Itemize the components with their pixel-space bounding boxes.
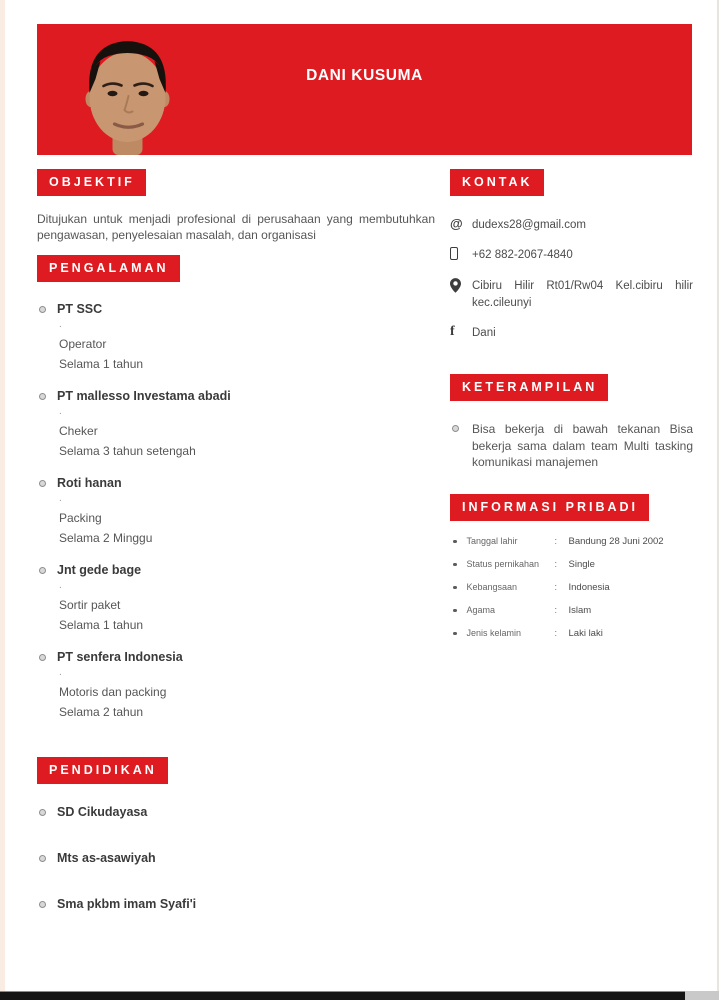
contact-item-phone xyxy=(450,246,693,265)
sub-bullet: . xyxy=(59,318,62,330)
job-duration: Selama 1 tahun xyxy=(59,617,144,632)
school-name: Sma pkbm imam Syafi'i xyxy=(57,896,197,911)
education-item xyxy=(37,897,435,912)
section-title-informasi-pribadi: INFORMASI PRIBADI xyxy=(450,494,649,521)
location-pin-icon xyxy=(450,277,472,312)
left-column xyxy=(37,169,435,943)
facebook-icon: f xyxy=(450,324,455,339)
bullet-icon xyxy=(39,901,46,908)
sub-bullet: . xyxy=(59,405,62,417)
colon-separator: : xyxy=(554,604,558,615)
job-role: Cheker xyxy=(59,423,98,438)
info-label: Agama xyxy=(466,604,496,615)
bullet-icon xyxy=(39,480,46,487)
job-role: Packing xyxy=(59,510,102,525)
bullet-icon xyxy=(39,393,46,400)
experience-item xyxy=(37,302,435,372)
colon-separator: : xyxy=(554,535,558,546)
skills-item xyxy=(450,421,693,471)
portrait-photo-icon xyxy=(61,35,194,155)
personal-info-row xyxy=(450,582,693,593)
info-value: Indonesia xyxy=(568,581,610,593)
info-label: Status pernikahan xyxy=(466,558,540,569)
bullet-icon xyxy=(453,632,457,636)
contact-list xyxy=(450,216,693,342)
job-duration: Selama 2 tahun xyxy=(59,704,144,719)
info-value: Bandung 28 Juni 2002 xyxy=(568,535,664,547)
education-list xyxy=(37,805,435,912)
facebook-text: Dani xyxy=(472,327,496,339)
phone-text: +62 882-2067-4840 xyxy=(472,249,573,261)
bullet-icon xyxy=(39,809,46,816)
company-name: Roti hanan xyxy=(57,475,122,490)
section-title-keterampilan: KETERAMPILAN xyxy=(450,374,608,401)
right-column xyxy=(450,169,693,651)
info-value: Islam xyxy=(568,604,592,616)
scan-bottom-bar-corner xyxy=(685,991,719,1000)
personal-info-row xyxy=(450,536,693,547)
experience-item xyxy=(37,389,435,459)
contact-item-address xyxy=(450,277,693,312)
sub-bullet: . xyxy=(59,579,62,591)
bullet-icon xyxy=(452,425,459,432)
contact-item-email xyxy=(450,216,693,234)
section-title-kontak: KONTAK xyxy=(450,169,544,196)
info-value: Single xyxy=(568,558,595,570)
avatar xyxy=(61,35,194,155)
section-title-pendidikan: PENDIDIKAN xyxy=(37,757,168,784)
colon-separator: : xyxy=(554,581,558,592)
education-item xyxy=(37,805,435,820)
school-name: SD Cikudayasa xyxy=(57,804,148,819)
job-duration: Selama 1 tahun xyxy=(59,356,144,371)
objective-text: Ditujukan untuk menjadi profesional di perusahaan yang membutuhkan pengawasan, penyelesaian masalah, dan organisasi xyxy=(37,212,435,242)
bullet-icon xyxy=(39,306,46,313)
bullet-icon xyxy=(453,540,457,544)
person-name: DANI KUSUMA xyxy=(306,67,423,84)
company-name: PT mallesso Investama abadi xyxy=(57,388,231,403)
job-duration: Selama 3 tahun setengah xyxy=(59,443,196,458)
company-name: Jnt gede bage xyxy=(57,562,142,577)
personal-info-list xyxy=(450,536,693,639)
job-role: Motoris dan packing xyxy=(59,684,167,699)
job-role: Operator xyxy=(59,336,107,351)
experience-list xyxy=(37,302,435,720)
experience-item xyxy=(37,476,435,546)
personal-info-row xyxy=(450,559,693,570)
email-text: dudexs28@gmail.com xyxy=(472,219,586,231)
section-title-pengalaman: PENGALAMAN xyxy=(37,255,180,282)
info-value: Laki laki xyxy=(568,627,603,639)
experience-item xyxy=(37,563,435,633)
sub-bullet: . xyxy=(59,492,62,504)
company-name: PT SSC xyxy=(57,301,103,316)
company-name: PT senfera Indonesia xyxy=(57,649,183,664)
bullet-icon xyxy=(39,567,46,574)
job-duration: Selama 2 Minggu xyxy=(59,530,153,545)
experience-item xyxy=(37,650,435,720)
bullet-icon xyxy=(453,609,457,613)
header-banner xyxy=(37,24,692,155)
address-text: Cibiru Hilir Rt01/Rw04 Kel.cibiru hilir kec.cileunyi xyxy=(472,280,693,309)
bullet-icon xyxy=(453,586,457,590)
page-edge-left xyxy=(0,0,5,992)
contact-item-facebook xyxy=(450,324,693,342)
phone-icon xyxy=(450,246,472,265)
info-label: Tanggal lahir xyxy=(466,535,518,546)
job-role: Sortir paket xyxy=(59,597,121,612)
info-label: Jenis kelamin xyxy=(466,627,522,638)
school-name: Mts as-asawiyah xyxy=(57,850,156,865)
bullet-icon xyxy=(39,855,46,862)
section-title-objektif: OBJEKTIF xyxy=(37,169,146,196)
bullet-icon xyxy=(39,654,46,661)
skills-text: Bisa bekerja di bawah tekanan Bisa bekerja sama dalam team Multi tasking komunikasi manajemen xyxy=(472,422,693,470)
info-label: Kebangsaan xyxy=(466,581,518,592)
sub-bullet: . xyxy=(59,666,62,678)
colon-separator: : xyxy=(554,627,558,638)
personal-info-row xyxy=(450,605,693,616)
colon-separator: : xyxy=(554,558,558,569)
scan-bottom-bar xyxy=(0,991,685,1000)
bullet-icon xyxy=(453,563,457,567)
at-icon: @ xyxy=(450,216,463,231)
personal-info-row xyxy=(450,628,693,639)
education-item xyxy=(37,851,435,866)
